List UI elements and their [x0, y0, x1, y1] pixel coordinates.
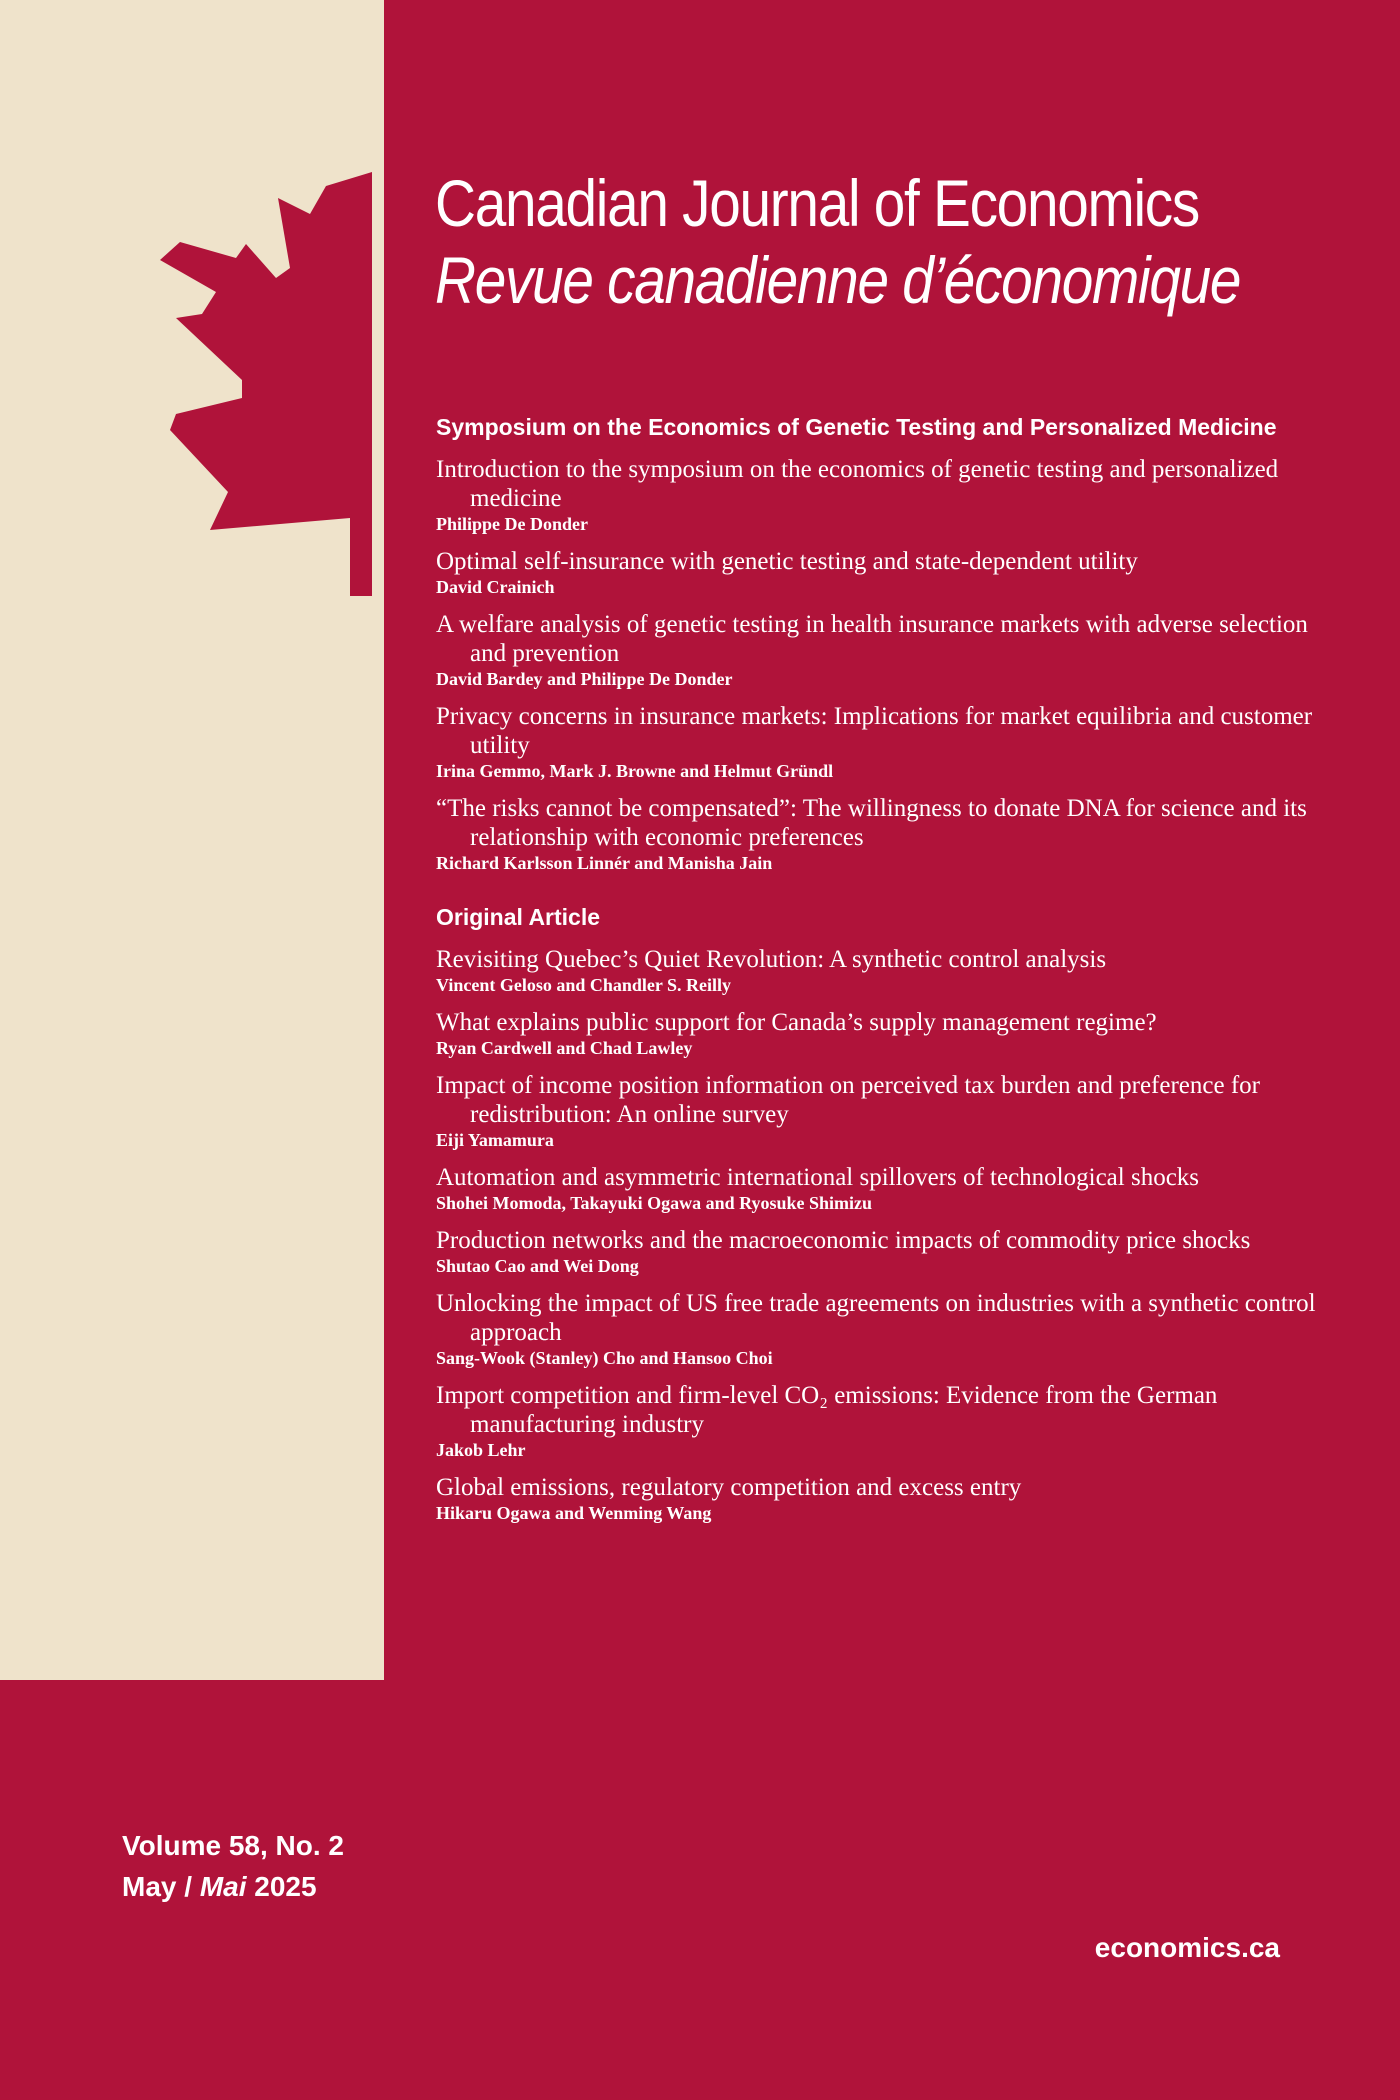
issue-date: [122, 1866, 344, 1907]
article-authors: Eiji Yamamura: [436, 1130, 554, 1150]
article-title: Privacy concerns in insurance markets: Implications for market equilibria and customer utility: [436, 703, 1313, 759]
article-entry: [436, 455, 1336, 535]
article-entry: [436, 1008, 1336, 1059]
maple-leaf-icon: [0, 0, 384, 600]
toc-section: [436, 902, 1336, 1524]
article-title: Revisiting Quebec’s Quiet Revolution: A synthetic control analysis: [436, 946, 1107, 973]
month-french: Mai: [199, 1871, 247, 1902]
article-authors: Richard Karlsson Linnér and Manisha Jain: [436, 853, 773, 873]
article-entry: [436, 1163, 1336, 1214]
article-authors: Shutao Cao and Wei Dong: [436, 1256, 639, 1276]
article-title: Unlocking the impact of US free trade agreements on industries with a synthetic control approach: [436, 1290, 1316, 1346]
article-entry: [436, 1381, 1336, 1461]
article-entry: [436, 945, 1336, 996]
month-english: May /: [122, 1871, 193, 1902]
article-entry: [436, 547, 1336, 598]
issue-year: 2025: [254, 1871, 317, 1902]
article-title: Automation and asymmetric international spillovers of technological shocks: [436, 1164, 1200, 1191]
issue-info: [122, 1825, 344, 1907]
article-title: Import competition and firm-level CO₂ emissions: Evidence from the German manufacturing industry: [436, 1382, 1218, 1438]
section-heading: Symposium on the Economics of Genetic Testing and Personalized Medicine: [436, 414, 1277, 440]
article-entry: [436, 702, 1336, 782]
sidebar-panel: [0, 0, 384, 1680]
article-entry: [436, 610, 1336, 690]
article-authors: David Crainich: [436, 577, 555, 597]
journal-title-french: Revue canadienne d’économique: [435, 243, 1241, 317]
article-title: Introduction to the symposium on the economics of genetic testing and personalized medicine: [436, 456, 1279, 512]
article-title: A welfare analysis of genetic testing in health insurance markets with adverse selection and prevention: [436, 611, 1308, 667]
section-heading: Original Article: [436, 904, 601, 930]
article-title: Impact of income position information on perceived tax burden and preference for redistribution: An online survey: [436, 1072, 1260, 1128]
article-title: Production networks and the macroeconomic impacts of commodity price shocks: [436, 1227, 1251, 1254]
article-entry: [436, 794, 1336, 874]
table-of-contents: [436, 412, 1336, 1524]
volume-number: Volume 58, No. 2: [122, 1830, 344, 1861]
article-authors: David Bardey and Philippe De Donder: [436, 669, 733, 689]
article-title: What explains public support for Canada’s supply management regime?: [436, 1009, 1157, 1036]
article-authors: Sang-Wook (Stanley) Cho and Hansoo Choi: [436, 1348, 773, 1368]
article-authors: Vincent Geloso and Chandler S. Reilly: [436, 975, 732, 995]
article-title: Optimal self-insurance with genetic testing and state-dependent utility: [436, 548, 1138, 575]
journal-title-english: Canadian Journal of Economics: [435, 166, 1200, 240]
article-title: Global emissions, regulatory competition and excess entry: [436, 1474, 1022, 1501]
article-entry: [436, 1473, 1336, 1524]
article-authors: Shohei Momoda, Takayuki Ogawa and Ryosuke Shimizu: [436, 1193, 872, 1213]
article-authors: Ryan Cardwell and Chad Lawley: [436, 1038, 693, 1058]
toc-section: [436, 412, 1336, 874]
article-entry: [436, 1289, 1336, 1369]
article-authors: Jakob Lehr: [436, 1440, 526, 1460]
article-entry: [436, 1226, 1336, 1277]
article-entry: [436, 1071, 1336, 1151]
website-link[interactable]: economics.ca: [1094, 1932, 1280, 1963]
article-authors: Hikaru Ogawa and Wenming Wang: [436, 1503, 712, 1523]
article-authors: Irina Gemmo, Mark J. Browne and Helmut Gründl: [436, 761, 834, 781]
article-authors: Philippe De Donder: [436, 514, 589, 534]
article-title: “The risks cannot be compensated”: The willingness to donate DNA for science and its relationship with economic preferences: [436, 795, 1307, 851]
